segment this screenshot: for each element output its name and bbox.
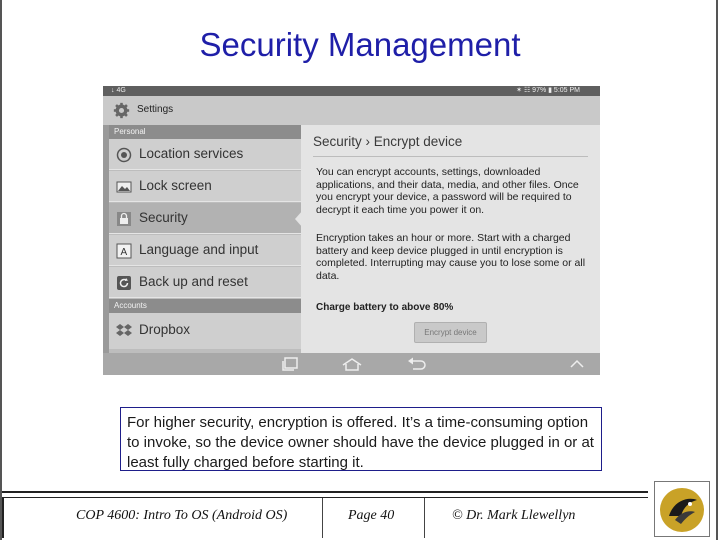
menu-item-label: Dropbox xyxy=(139,322,191,337)
status-bar xyxy=(103,86,600,96)
action-bar xyxy=(103,96,600,125)
caption-box: For higher security, encryption is offered. It’s a time-consuming option to invoke, so the device owner should have the device plugged in or at least fully charged before starting it. xyxy=(120,407,602,471)
expand-icon[interactable] xyxy=(569,356,585,372)
menu-item-location-services[interactable] xyxy=(109,139,301,170)
menu-item-label: Location services xyxy=(139,146,244,161)
settings-menu xyxy=(109,125,301,353)
section-header-personal: Personal xyxy=(109,125,301,139)
footer-author: © Dr. Mark Llewellyn xyxy=(452,508,576,523)
section-header-accounts: Accounts xyxy=(109,299,301,313)
menu-item-language-input[interactable] xyxy=(109,235,301,266)
status-left: ↓ 4G xyxy=(111,87,126,94)
recent-apps-icon[interactable] xyxy=(280,356,300,372)
settings-gear-icon[interactable] xyxy=(113,102,130,119)
backup-reset-icon xyxy=(116,275,132,291)
svg-text:A: A xyxy=(120,247,128,258)
android-screenshot xyxy=(103,86,600,375)
menu-item-dropbox[interactable] xyxy=(109,313,301,349)
encrypt-warning: Encryption takes an hour or more. Start with a charged battery and keep device plugged in until encryption is completed. Interrupting may cause you to lose some or all data. xyxy=(316,232,586,282)
footer-page: Page 40 xyxy=(348,508,395,523)
menu-item-label: Security xyxy=(139,210,188,225)
menu-item-backup-reset[interactable] xyxy=(109,267,301,298)
footer-separator xyxy=(322,498,323,538)
slide-border-left xyxy=(0,0,2,540)
home-icon[interactable] xyxy=(340,356,364,372)
encrypt-device-button[interactable]: Encrypt device xyxy=(414,322,487,343)
footer-rule xyxy=(2,491,648,493)
ucf-logo xyxy=(654,481,710,537)
footer-course: COP 4600: Intro To OS (Android OS) xyxy=(76,508,288,523)
slide-title: Security Management xyxy=(199,26,521,63)
app-title: Settings xyxy=(137,104,174,115)
menu-item-lock-screen[interactable] xyxy=(109,171,301,202)
footer-separator xyxy=(424,498,425,538)
back-icon[interactable] xyxy=(405,356,429,372)
encrypt-device-panel xyxy=(301,125,600,353)
lock-screen-icon xyxy=(116,179,132,195)
breadcrumb: Security › Encrypt device xyxy=(313,134,463,149)
encrypt-description: You can encrypt accounts, settings, downloaded applications, and their data, media, and other files. Once you encrypt your device, a password will be required to decrypt it each time you power it on. xyxy=(316,166,579,216)
menu-item-label: Language and input xyxy=(139,242,259,257)
navigation-bar xyxy=(103,353,600,375)
language-icon xyxy=(116,243,132,259)
status-right: ✶ ☷ 97% ▮ 5:05 PM xyxy=(516,87,580,94)
menu-item-label: Back up and reset xyxy=(139,274,248,289)
panel-divider xyxy=(313,156,588,157)
menu-item-security[interactable] xyxy=(109,203,301,234)
selection-pointer xyxy=(295,210,303,228)
location-icon xyxy=(116,147,132,163)
charge-notice: Charge battery to above 80% xyxy=(316,302,454,313)
dropbox-icon xyxy=(116,323,132,339)
menu-item-label: Lock screen xyxy=(139,178,212,193)
pegasus-logo-icon xyxy=(655,482,709,536)
padlock-icon xyxy=(116,211,132,227)
slide-border-right xyxy=(716,0,718,540)
